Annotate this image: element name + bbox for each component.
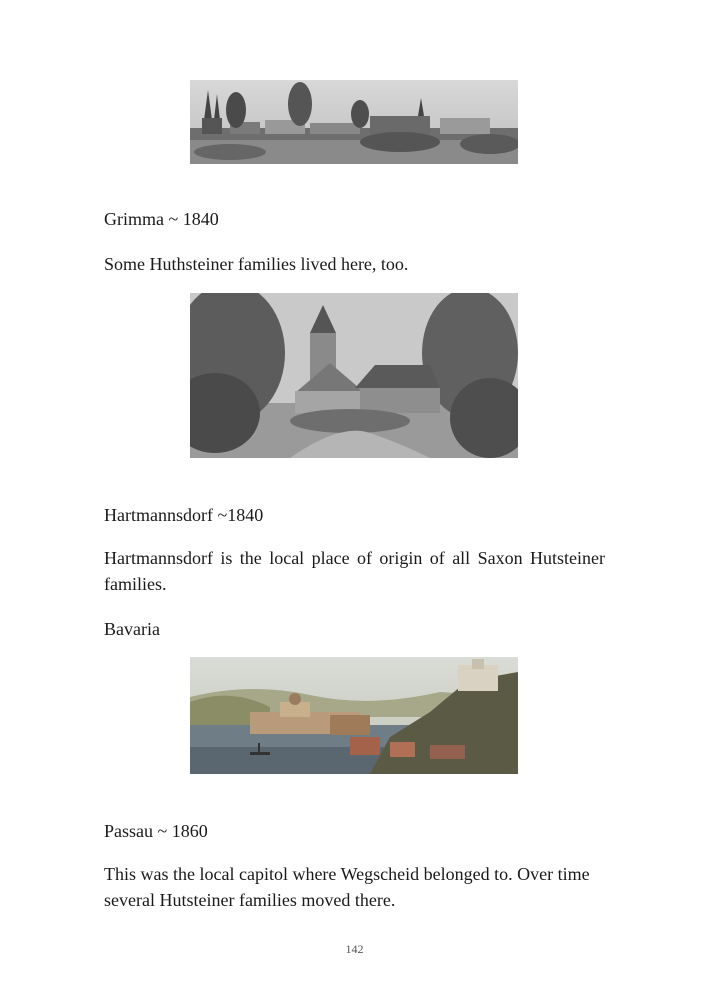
- passau-engraving-image: [190, 657, 518, 774]
- grimma-paragraph: Some Huthsteiner families lived here, too.: [104, 254, 409, 274]
- page-number: 142: [345, 942, 364, 956]
- grimma-engraving-image: [190, 80, 518, 164]
- passau-caption: Passau ~ 1860: [104, 821, 208, 841]
- hartmannsdorf-caption: Hartmannsdorf ~1840: [104, 505, 264, 525]
- passau-paragraph: This was the local capitol where Wegscheid belonged to. Over time several Hutsteiner families moved there.: [104, 864, 590, 910]
- bavaria-heading: Bavaria: [104, 619, 160, 639]
- hartmannsdorf-engraving-image: [190, 293, 518, 458]
- grimma-caption: Grimma ~ 1840: [104, 209, 219, 229]
- hartmannsdorf-paragraph: Hartmannsdorf is the local place of origin of all Saxon Hutsteiner families.: [104, 548, 605, 594]
